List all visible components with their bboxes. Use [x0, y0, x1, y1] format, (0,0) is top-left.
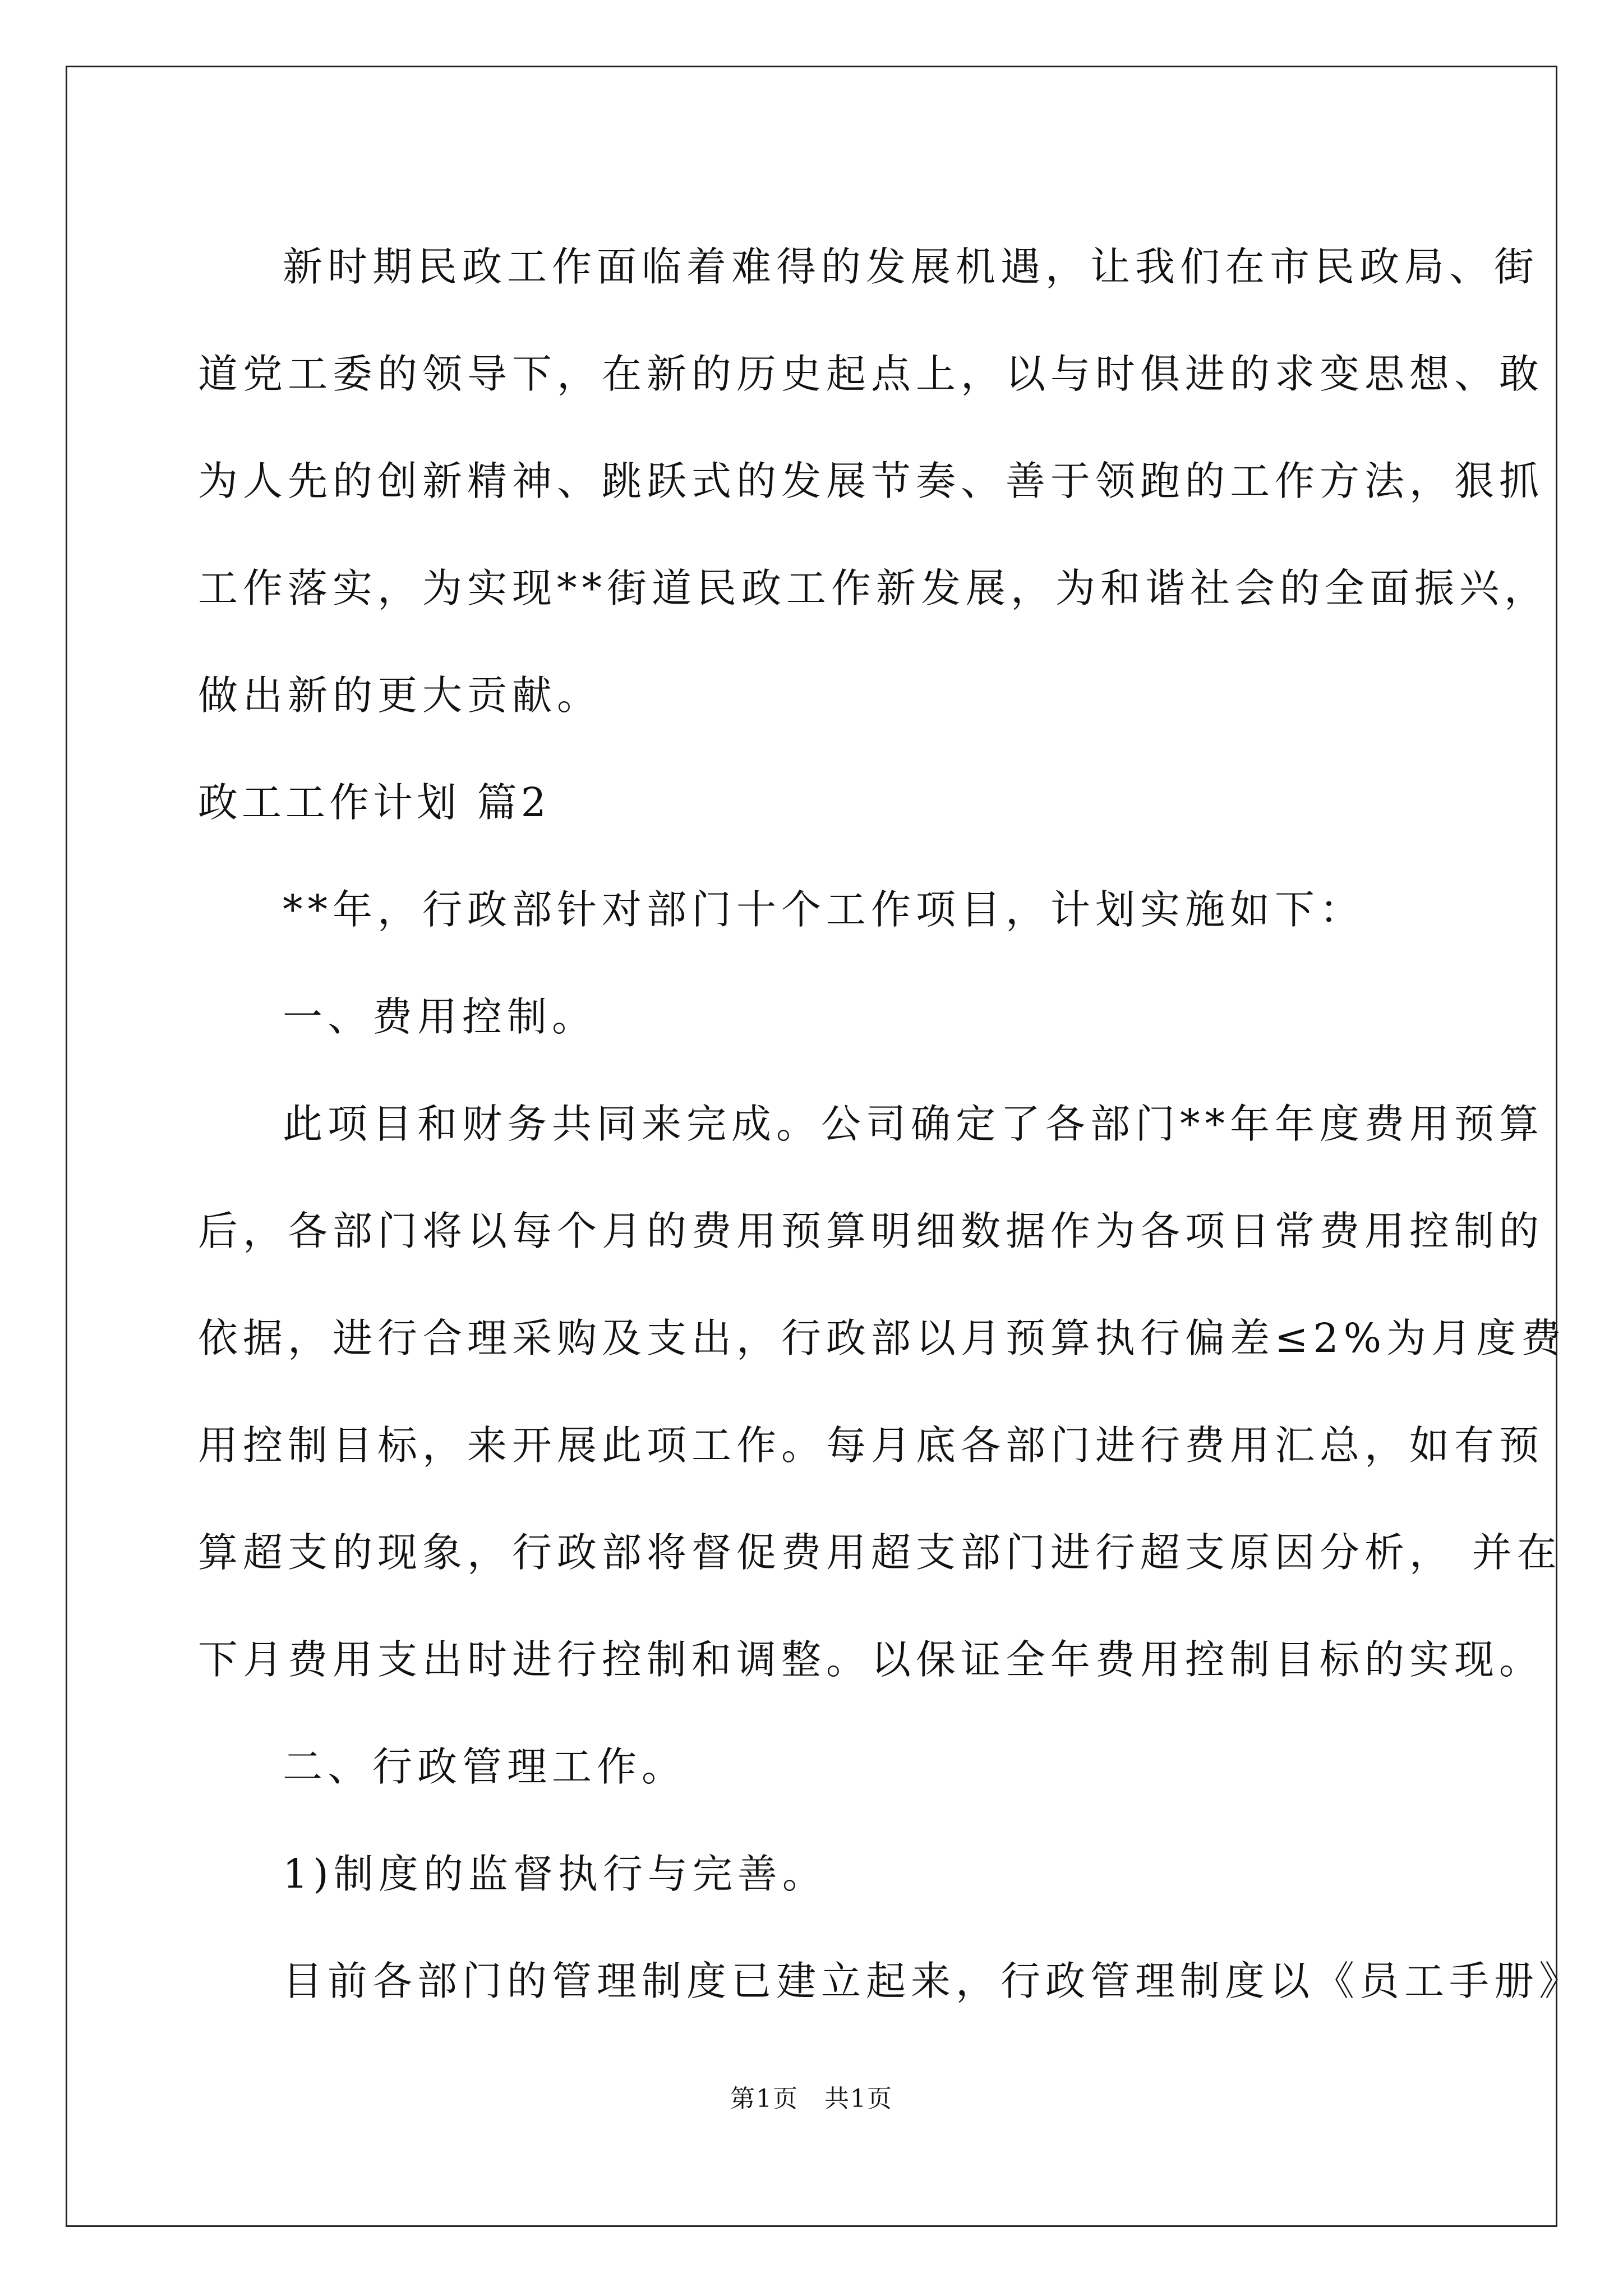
- text-line: 算超支的现象，行政部将督促费用超支部门进行超支原因分析， 并在: [198, 1529, 1562, 1576]
- text-line: 此项目和财务共同来完成。公司确定了各部门**年年度费用预算: [283, 1101, 1544, 1147]
- text-line: 为人先的创新精神、跳跃式的发展节奏、善于领跑的工作方法，狠抓: [198, 458, 1544, 504]
- list-item: 1)制度的监督执行与完善。: [283, 1851, 827, 1897]
- document-body: [198, 213, 1584, 2035]
- text-line: 目前各部门的管理制度已建立起来，行政管理制度以《员工手册》: [283, 1958, 1584, 2004]
- text-line: 依据，进行合理采购及支出，行政部以月预算执行偏差≤2%为月度费: [198, 1315, 1566, 1361]
- text-line: 工作落实，为实现**街道民政工作新发展，为和谐社会的全面振兴，: [198, 565, 1550, 611]
- text-line: 做出新的更大贡献。: [198, 672, 602, 719]
- subheading: 一、费用控制。: [283, 993, 597, 1040]
- text-line: 用控制目标，来开展此项工作。每月底各部门进行费用汇总，如有预: [198, 1422, 1544, 1469]
- text-line: 道党工委的领导下，在新的历史起点上，以与时俱进的求变思想、敢: [198, 351, 1544, 397]
- text-line: 新时期民政工作面临着难得的发展机遇，让我们在市民政局、街: [283, 243, 1539, 290]
- section-heading: 政工工作计划 篇2: [198, 779, 550, 826]
- text-line: 后，各部门将以每个月的费用预算明细数据作为各项日常费用控制的: [198, 1208, 1544, 1254]
- subheading: 二、行政管理工作。: [283, 1743, 687, 1790]
- text-line: 下月费用支出时进行控制和调整。以保证全年费用控制目标的实现。: [198, 1636, 1544, 1683]
- text-line: **年，行政部针对部门十个工作项目，计划实施如下：: [283, 886, 1365, 933]
- page-number-footer: 第1页 共1页: [730, 2085, 893, 2113]
